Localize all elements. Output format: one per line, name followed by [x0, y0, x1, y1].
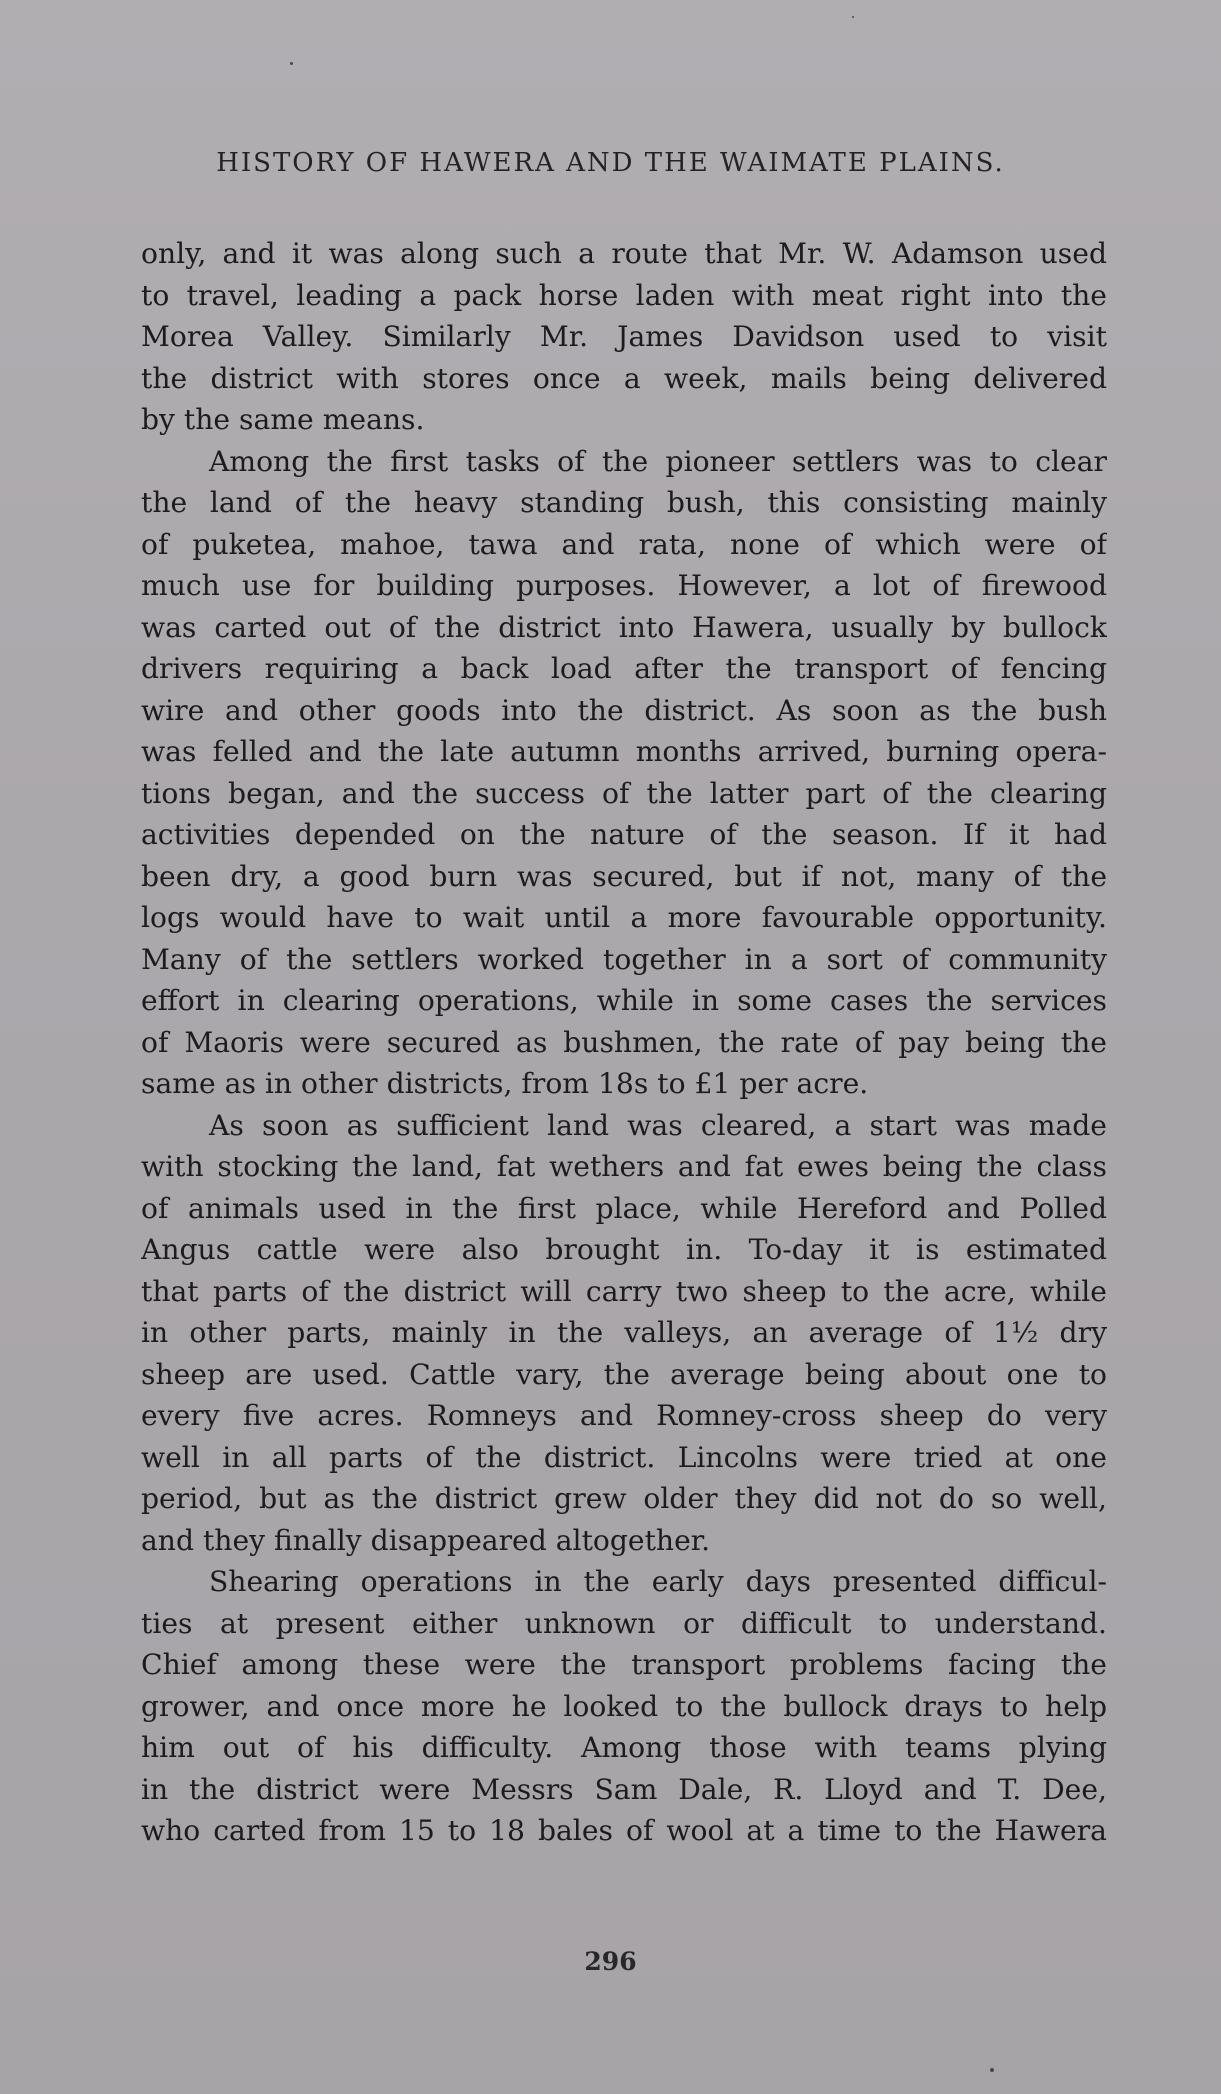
text-line: Many of the settlers worked together in a sort of community: [141, 942, 1107, 976]
text-line: of animals used in the first place, while Hereford and Polled: [141, 1191, 1107, 1225]
text-line: with stocking the land, fat wethers and fat ewes being the class: [141, 1150, 1107, 1183]
text-line: been dry, a good burn was secured, but if not, many of the: [141, 859, 1107, 893]
body-text: [141, 233, 1107, 1852]
paper-speck: [990, 2068, 994, 2072]
text-line: in other parts, mainly in the valleys, an average of 1½ dry: [141, 1316, 1107, 1349]
text-line: Among the first tasks of the pioneer settlers was to clear: [209, 444, 1107, 478]
text-line: wire and other goods into the district. As soon as the bush: [141, 693, 1107, 727]
text-line: drivers requiring a back load after the transport of fencing: [141, 652, 1107, 685]
text-line: of puketea, mahoe, tawa and rata, none of which were of: [141, 527, 1107, 561]
text-line: logs would have to wait until a more favourable opportunity.: [141, 901, 1107, 934]
text-line: period, but as the district grew older they did not do so well,: [141, 1482, 1107, 1515]
text-line: grower, and once more he looked to the bullock drays to help: [141, 1689, 1107, 1723]
text-line: that parts of the district will carry two sheep to the acre, while: [141, 1274, 1107, 1308]
text-line: only, and it was along such a route that Mr. W. Adamson used: [141, 237, 1107, 270]
text-line: and they finally disappeared altogether.: [141, 1523, 711, 1557]
text-line: much use for building purposes. However, a lot of firewood: [141, 569, 1107, 602]
text-line: activities depended on the nature of the season. If it had: [141, 818, 1107, 851]
text-line: of Maoris were secured as bushmen, the rate of pay being the: [141, 1025, 1107, 1059]
text-line: same as in other districts, from 18s to £1 per acre.: [141, 1067, 869, 1100]
text-line: was carted out of the district into Hawera, usually by bullock: [141, 610, 1107, 644]
text-line: him out of his difficulty. Among those with teams plying: [141, 1731, 1107, 1764]
text-line: the district with stores once a week, mails being delivered: [141, 361, 1107, 395]
page-number: 296: [584, 1947, 637, 1976]
text-line: the land of the heavy standing bush, this consisting mainly: [141, 486, 1107, 519]
text-line: effort in clearing operations, while in some cases the services: [141, 984, 1107, 1017]
text-line: who carted from 15 to 18 bales of wool at a time to the Hawera: [141, 1814, 1107, 1847]
text-line: tions began, and the success of the latter part of the clearing: [141, 776, 1107, 810]
text-line: Chief among these were the transport problems facing the: [141, 1648, 1107, 1681]
paper-speck: [852, 16, 854, 18]
text-line: well in all parts of the district. Lincolns were tried at one: [141, 1440, 1107, 1474]
text-line: Angus cattle were also brought in. To-day it is estimated: [141, 1233, 1107, 1266]
text-line: Shearing operations in the early days presented difficul-: [209, 1565, 1107, 1598]
text-line: sheep are used. Cattle vary, the average being about one to: [141, 1357, 1107, 1391]
text-line: every five acres. Romneys and Romney-cross sheep do very: [141, 1399, 1107, 1432]
paper-speck: [290, 62, 293, 65]
text-line: Morea Valley. Similarly Mr. James Davidson used to visit: [141, 320, 1107, 353]
running-head: HISTORY OF HAWERA AND THE WAIMATE PLAINS.: [216, 148, 1005, 178]
text-line: in the district were Messrs Sam Dale, R. Lloyd and T. Dee,: [141, 1772, 1107, 1806]
text-line: to travel, leading a pack horse laden with meat right into the: [141, 278, 1107, 312]
text-line: by the same means.: [141, 403, 425, 436]
text-line: was felled and the late autumn months arrived, burning opera-: [141, 735, 1107, 768]
text-line: ties at present either unknown or difficult to understand.: [141, 1606, 1107, 1640]
text-line: As soon as sufficient land was cleared, a start was made: [209, 1108, 1107, 1142]
